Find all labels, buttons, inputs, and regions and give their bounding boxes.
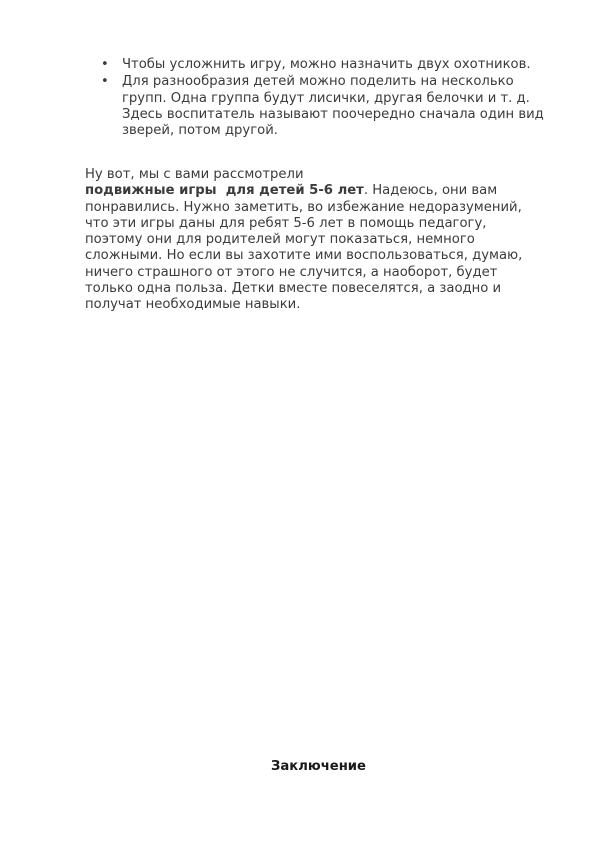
body-paragraph [85, 167, 547, 314]
bullet-icon: • [101, 74, 109, 90]
list-item-text: Чтобы усложнить игру, можно назначить двух охотников. [122, 57, 531, 72]
list-item [87, 57, 547, 73]
bullet-icon: • [101, 57, 109, 72]
paragraph-bold-phrase: подвижные игры для детей 5-6 лет [85, 183, 364, 199]
conclusion-heading: Заключение [271, 759, 366, 774]
list-item-text: Для разнообразия детей можно поделить на несколько групп. Одна группа будут лисички, другая белочки и т. д. Здесь воспитатель называют поочередно сначала один вид зверей, потом другой. [122, 74, 544, 139]
list-item [87, 74, 547, 139]
bullet-list [87, 57, 547, 139]
paragraph-rest: . Надеюсь, они вам понравились. Нужно заметить, во избежание недоразумений, что эти игры даны для ребят 5-6 лет в помощь педагогу, поэтому они для родителей могут показаться, немного сложными. Но если вы захотите ими воспользоваться, думаю, ничего страшного от этого не случится, а наоборот, будет только одна польза. Детки вместе повеселятся, а заодно и получат необходимые навыки. [85, 183, 523, 313]
paragraph-intro: Ну вот, мы с вами рассмотрели [85, 167, 304, 182]
